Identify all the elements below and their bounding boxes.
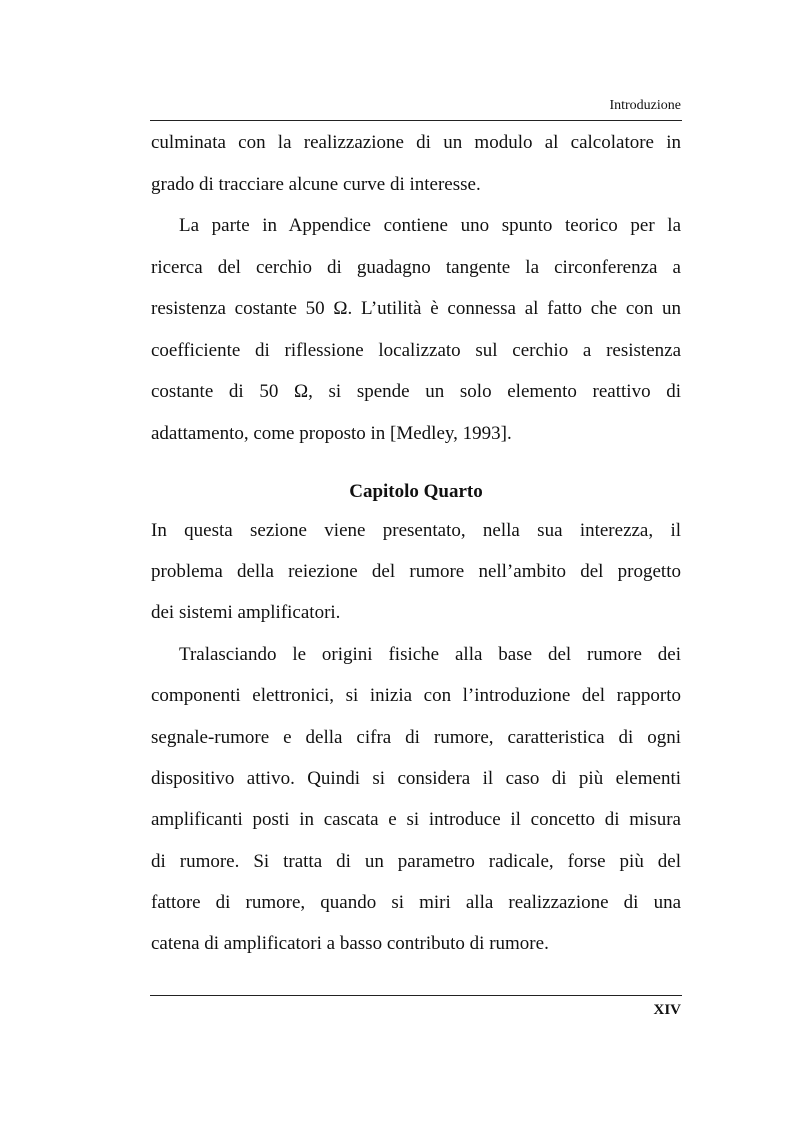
- text-line: dispositivo attivo. Quindi si considera il caso di più elementi: [151, 768, 681, 789]
- text-line: catena di amplificatori a basso contributo di rumore.: [151, 933, 549, 954]
- text-line: La parte in Appendice contiene uno spunto teorico per la: [179, 215, 681, 236]
- text-line: problema della reiezione del rumore nell’ambito del progetto: [151, 561, 681, 582]
- footer-rule: [150, 995, 682, 996]
- section-heading: Capitolo Quarto: [349, 481, 483, 502]
- text-line: adattamento, come proposto in [Medley, 1993].: [151, 423, 512, 444]
- text-line: Tralasciando le origini fisiche alla base del rumore dei: [179, 644, 681, 665]
- text-line: di rumore. Si tratta di un parametro radicale, forse più del: [151, 851, 681, 872]
- page-number: XIV: [653, 1002, 681, 1018]
- text-line: segnale-rumore e della cifra di rumore, caratteristica di ogni: [151, 727, 681, 748]
- text-line: componenti elettronici, si inizia con l’introduzione del rapporto: [151, 685, 681, 706]
- text-line: resistenza costante 50 Ω. L’utilità è connessa al fatto che con un: [151, 298, 681, 319]
- text-line: ricerca del cerchio di guadagno tangente la circonferenza a: [151, 257, 681, 278]
- text-line: fattore di rumore, quando si miri alla realizzazione di una: [151, 892, 681, 913]
- text-line: grado di tracciare alcune curve di interesse.: [151, 174, 481, 195]
- header-rule: [150, 120, 682, 121]
- running-header: Introduzione: [609, 98, 681, 113]
- text-line: coefficiente di riflessione localizzato sul cerchio a resistenza: [151, 340, 681, 361]
- text-line: culminata con la realizzazione di un modulo al calcolatore in: [151, 132, 681, 153]
- text-line: amplificanti posti in cascata e si introduce il concetto di misura: [151, 809, 681, 830]
- text-line: dei sistemi amplificatori.: [151, 602, 341, 623]
- text-line: costante di 50 Ω, si spende un solo elemento reattivo di: [151, 381, 681, 402]
- text-line: In questa sezione viene presentato, nella sua interezza, il: [151, 520, 681, 541]
